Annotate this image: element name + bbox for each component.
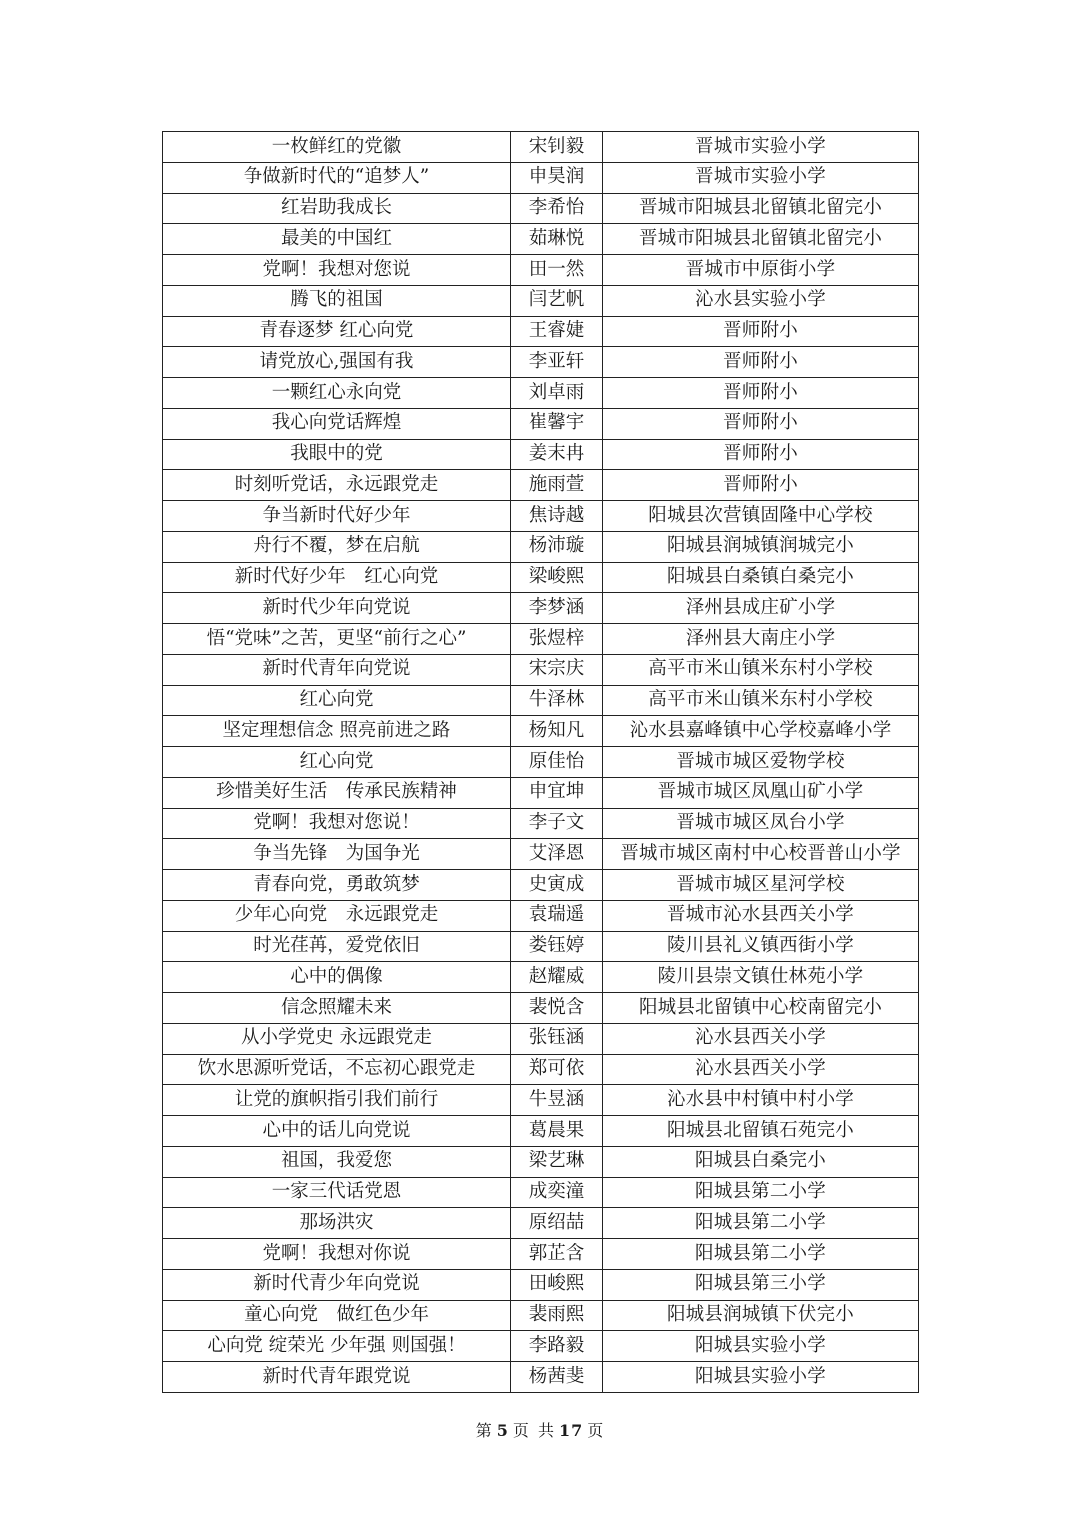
cell-school: 晋城市城区星河学校 — [603, 870, 919, 901]
table-row — [163, 993, 919, 1024]
footer-prefix: 第 — [475, 1421, 493, 1440]
table-row — [163, 900, 919, 931]
cell-name: 李亚轩 — [511, 347, 603, 378]
cell-name: 梁峻熙 — [511, 562, 603, 593]
table-row — [163, 193, 919, 224]
cell-name: 成奕潼 — [511, 1177, 603, 1208]
cell-name: 张煜梓 — [511, 624, 603, 655]
cell-title: 心中的话儿向党说 — [163, 1116, 511, 1147]
cell-name: 艾泽恩 — [511, 839, 603, 870]
table-row — [163, 747, 919, 778]
page-number: 5 — [496, 1421, 509, 1440]
cell-title: 时刻听党话，永远跟党走 — [163, 470, 511, 501]
cell-title: 饮水思源听党话，不忘初心跟党走 — [163, 1054, 511, 1085]
table-row — [163, 1300, 919, 1331]
cell-name: 杨茜斐 — [511, 1362, 603, 1393]
cell-name: 田一然 — [511, 255, 603, 286]
cell-name: 张钰涵 — [511, 1023, 603, 1054]
cell-school: 晋师附小 — [603, 347, 919, 378]
table-row — [163, 1054, 919, 1085]
cell-school: 晋城市实验小学 — [603, 162, 919, 193]
cell-title: 那场洪灾 — [163, 1208, 511, 1239]
cell-school: 泽州县成庄矿小学 — [603, 593, 919, 624]
table-row — [163, 777, 919, 808]
cell-title: 争做新时代的“追梦人” — [163, 162, 511, 193]
cell-name: 施雨萱 — [511, 470, 603, 501]
cell-title: 信念照耀未来 — [163, 993, 511, 1024]
cell-name: 宋宗庆 — [511, 654, 603, 685]
cell-name: 姜末冉 — [511, 439, 603, 470]
cell-title: 舟行不覆，梦在启航 — [163, 531, 511, 562]
award-list-table — [162, 131, 919, 1393]
cell-title: 红心向党 — [163, 747, 511, 778]
cell-school: 阳城县实验小学 — [603, 1331, 919, 1362]
cell-school: 晋师附小 — [603, 408, 919, 439]
table-row — [163, 808, 919, 839]
cell-school: 阳城县次营镇固隆中心学校 — [603, 501, 919, 532]
cell-name: 袁瑞遥 — [511, 900, 603, 931]
table-row — [163, 654, 919, 685]
cell-title: 我心向党话辉煌 — [163, 408, 511, 439]
cell-name: 杨沛璇 — [511, 531, 603, 562]
cell-title: 请党放心,强国有我 — [163, 347, 511, 378]
cell-name: 宋钊毅 — [511, 132, 603, 163]
table-row — [163, 931, 919, 962]
cell-school: 沁水县西关小学 — [603, 1054, 919, 1085]
cell-name: 李希怡 — [511, 193, 603, 224]
cell-title: 争当新时代好少年 — [163, 501, 511, 532]
cell-name: 原绍喆 — [511, 1208, 603, 1239]
footer-page-word: 页 — [512, 1421, 530, 1440]
cell-school: 阳城县白桑镇白桑完小 — [603, 562, 919, 593]
page-footer — [0, 1418, 1080, 1441]
cell-name: 郑可依 — [511, 1054, 603, 1085]
cell-title: 心中的偶像 — [163, 962, 511, 993]
cell-title: 新时代青少年向党说 — [163, 1269, 511, 1300]
cell-school: 沁水县西关小学 — [603, 1023, 919, 1054]
table-row — [163, 1177, 919, 1208]
cell-name: 田峻熙 — [511, 1269, 603, 1300]
cell-title: 青春向党，勇敢筑梦 — [163, 870, 511, 901]
cell-name: 史寅成 — [511, 870, 603, 901]
table-row — [163, 962, 919, 993]
cell-school: 晋城市城区凤凰山矿小学 — [603, 777, 919, 808]
cell-name: 闫艺帆 — [511, 285, 603, 316]
cell-school: 晋城市中原街小学 — [603, 255, 919, 286]
cell-school: 晋城市阳城县北留镇北留完小 — [603, 193, 919, 224]
cell-title: 珍惜美好生活 传承民族精神 — [163, 777, 511, 808]
cell-title: 党啊！我想对你说 — [163, 1239, 511, 1270]
cell-name: 茹琳悦 — [511, 224, 603, 255]
table-row — [163, 285, 919, 316]
cell-school: 高平市米山镇米东村小学校 — [603, 654, 919, 685]
cell-title: 坚定理想信念 照亮前进之路 — [163, 716, 511, 747]
table-row — [163, 1116, 919, 1147]
cell-name: 原佳怡 — [511, 747, 603, 778]
cell-title: 心向党 绽荣光 少年强 则国强！ — [163, 1331, 511, 1362]
cell-title: 新时代好少年 红心向党 — [163, 562, 511, 593]
cell-title: 少年心向党 永远跟党走 — [163, 900, 511, 931]
cell-title: 红岩助我成长 — [163, 193, 511, 224]
cell-name: 郭芷含 — [511, 1239, 603, 1270]
cell-title: 红心向党 — [163, 685, 511, 716]
total-pages: 17 — [558, 1421, 584, 1440]
table-row — [163, 224, 919, 255]
table-row — [163, 624, 919, 655]
cell-school: 晋城市城区爱物学校 — [603, 747, 919, 778]
cell-name: 李路毅 — [511, 1331, 603, 1362]
table-row — [163, 1208, 919, 1239]
cell-name: 申昊润 — [511, 162, 603, 193]
table-row — [163, 562, 919, 593]
table-body — [163, 132, 919, 1393]
cell-school: 阳城县润城镇润城完小 — [603, 531, 919, 562]
cell-school: 泽州县大南庄小学 — [603, 624, 919, 655]
table-row — [163, 255, 919, 286]
table-row — [163, 716, 919, 747]
cell-name: 梁艺琳 — [511, 1146, 603, 1177]
table-row — [163, 439, 919, 470]
cell-name: 牛泽林 — [511, 685, 603, 716]
table-row — [163, 132, 919, 163]
table-row — [163, 1362, 919, 1393]
cell-title: 一颗红心永向党 — [163, 378, 511, 409]
cell-title: 祖国，我爱您 — [163, 1146, 511, 1177]
cell-school: 晋城市实验小学 — [603, 132, 919, 163]
table-row — [163, 1023, 919, 1054]
cell-name: 刘卓雨 — [511, 378, 603, 409]
cell-school: 阳城县润城镇下伏完小 — [603, 1300, 919, 1331]
cell-title: 悟“党味”之苦，更坚“前行之心” — [163, 624, 511, 655]
cell-school: 阳城县第二小学 — [603, 1208, 919, 1239]
cell-name: 葛晨果 — [511, 1116, 603, 1147]
table-row — [163, 593, 919, 624]
cell-school: 晋城市阳城县北留镇北留完小 — [603, 224, 919, 255]
cell-school: 阳城县第二小学 — [603, 1177, 919, 1208]
cell-school: 阳城县北留镇石苑完小 — [603, 1116, 919, 1147]
table-row — [163, 1331, 919, 1362]
cell-title: 新时代青年跟党说 — [163, 1362, 511, 1393]
cell-title: 时光荏苒，爱党依旧 — [163, 931, 511, 962]
cell-title: 新时代少年向党说 — [163, 593, 511, 624]
cell-title: 童心向党 做红色少年 — [163, 1300, 511, 1331]
cell-school: 晋城市城区凤台小学 — [603, 808, 919, 839]
table-row — [163, 162, 919, 193]
cell-name: 裴悦含 — [511, 993, 603, 1024]
cell-school: 高平市米山镇米东村小学校 — [603, 685, 919, 716]
cell-name: 王睿婕 — [511, 316, 603, 347]
cell-school: 晋师附小 — [603, 316, 919, 347]
cell-title: 党啊！我想对您说 — [163, 255, 511, 286]
table-row — [163, 870, 919, 901]
table-row — [163, 685, 919, 716]
cell-school: 晋城市城区南村中心校晋普山小学 — [603, 839, 919, 870]
cell-school: 晋师附小 — [603, 378, 919, 409]
cell-school: 陵川县崇文镇仕林苑小学 — [603, 962, 919, 993]
cell-school: 阳城县第三小学 — [603, 1269, 919, 1300]
cell-name: 杨知凡 — [511, 716, 603, 747]
cell-school: 晋城市沁水县西关小学 — [603, 900, 919, 931]
cell-school: 阳城县实验小学 — [603, 1362, 919, 1393]
cell-name: 焦诗越 — [511, 501, 603, 532]
cell-title: 从小学党史 永远跟党走 — [163, 1023, 511, 1054]
cell-name: 牛昱涵 — [511, 1085, 603, 1116]
table-row — [163, 470, 919, 501]
cell-name: 崔馨宇 — [511, 408, 603, 439]
table-row — [163, 1269, 919, 1300]
cell-name: 赵耀威 — [511, 962, 603, 993]
cell-title: 党啊！我想对您说！ — [163, 808, 511, 839]
cell-title: 争当先锋 为国争光 — [163, 839, 511, 870]
cell-school: 阳城县北留镇中心校南留完小 — [603, 993, 919, 1024]
cell-name: 李梦涵 — [511, 593, 603, 624]
table-row — [163, 531, 919, 562]
cell-school: 陵川县礼义镇西街小学 — [603, 931, 919, 962]
cell-school: 阳城县白桑完小 — [603, 1146, 919, 1177]
cell-name: 申宜坤 — [511, 777, 603, 808]
cell-title: 一家三代话党恩 — [163, 1177, 511, 1208]
cell-school: 沁水县实验小学 — [603, 285, 919, 316]
cell-title: 青春逐梦 红心向党 — [163, 316, 511, 347]
table-row — [163, 408, 919, 439]
table-row — [163, 316, 919, 347]
cell-title: 让党的旗帜指引我们前行 — [163, 1085, 511, 1116]
cell-school: 阳城县第二小学 — [603, 1239, 919, 1270]
cell-name: 裴雨熙 — [511, 1300, 603, 1331]
cell-school: 晋师附小 — [603, 439, 919, 470]
cell-name: 李子文 — [511, 808, 603, 839]
table-row — [163, 839, 919, 870]
cell-title: 腾飞的祖国 — [163, 285, 511, 316]
footer-suffix: 页 — [587, 1421, 605, 1440]
cell-title: 最美的中国红 — [163, 224, 511, 255]
cell-title: 我眼中的党 — [163, 439, 511, 470]
table-row — [163, 378, 919, 409]
cell-title: 一枚鲜红的党徽 — [163, 132, 511, 163]
cell-school: 沁水县嘉峰镇中心学校嘉峰小学 — [603, 716, 919, 747]
table-row — [163, 1085, 919, 1116]
cell-school: 沁水县中村镇中村小学 — [603, 1085, 919, 1116]
cell-title: 新时代青年向党说 — [163, 654, 511, 685]
cell-name: 娄钰婷 — [511, 931, 603, 962]
footer-total-word: 共 — [537, 1421, 555, 1440]
table-row — [163, 501, 919, 532]
table-row — [163, 1239, 919, 1270]
cell-school: 晋师附小 — [603, 470, 919, 501]
table-row — [163, 347, 919, 378]
table-row — [163, 1146, 919, 1177]
